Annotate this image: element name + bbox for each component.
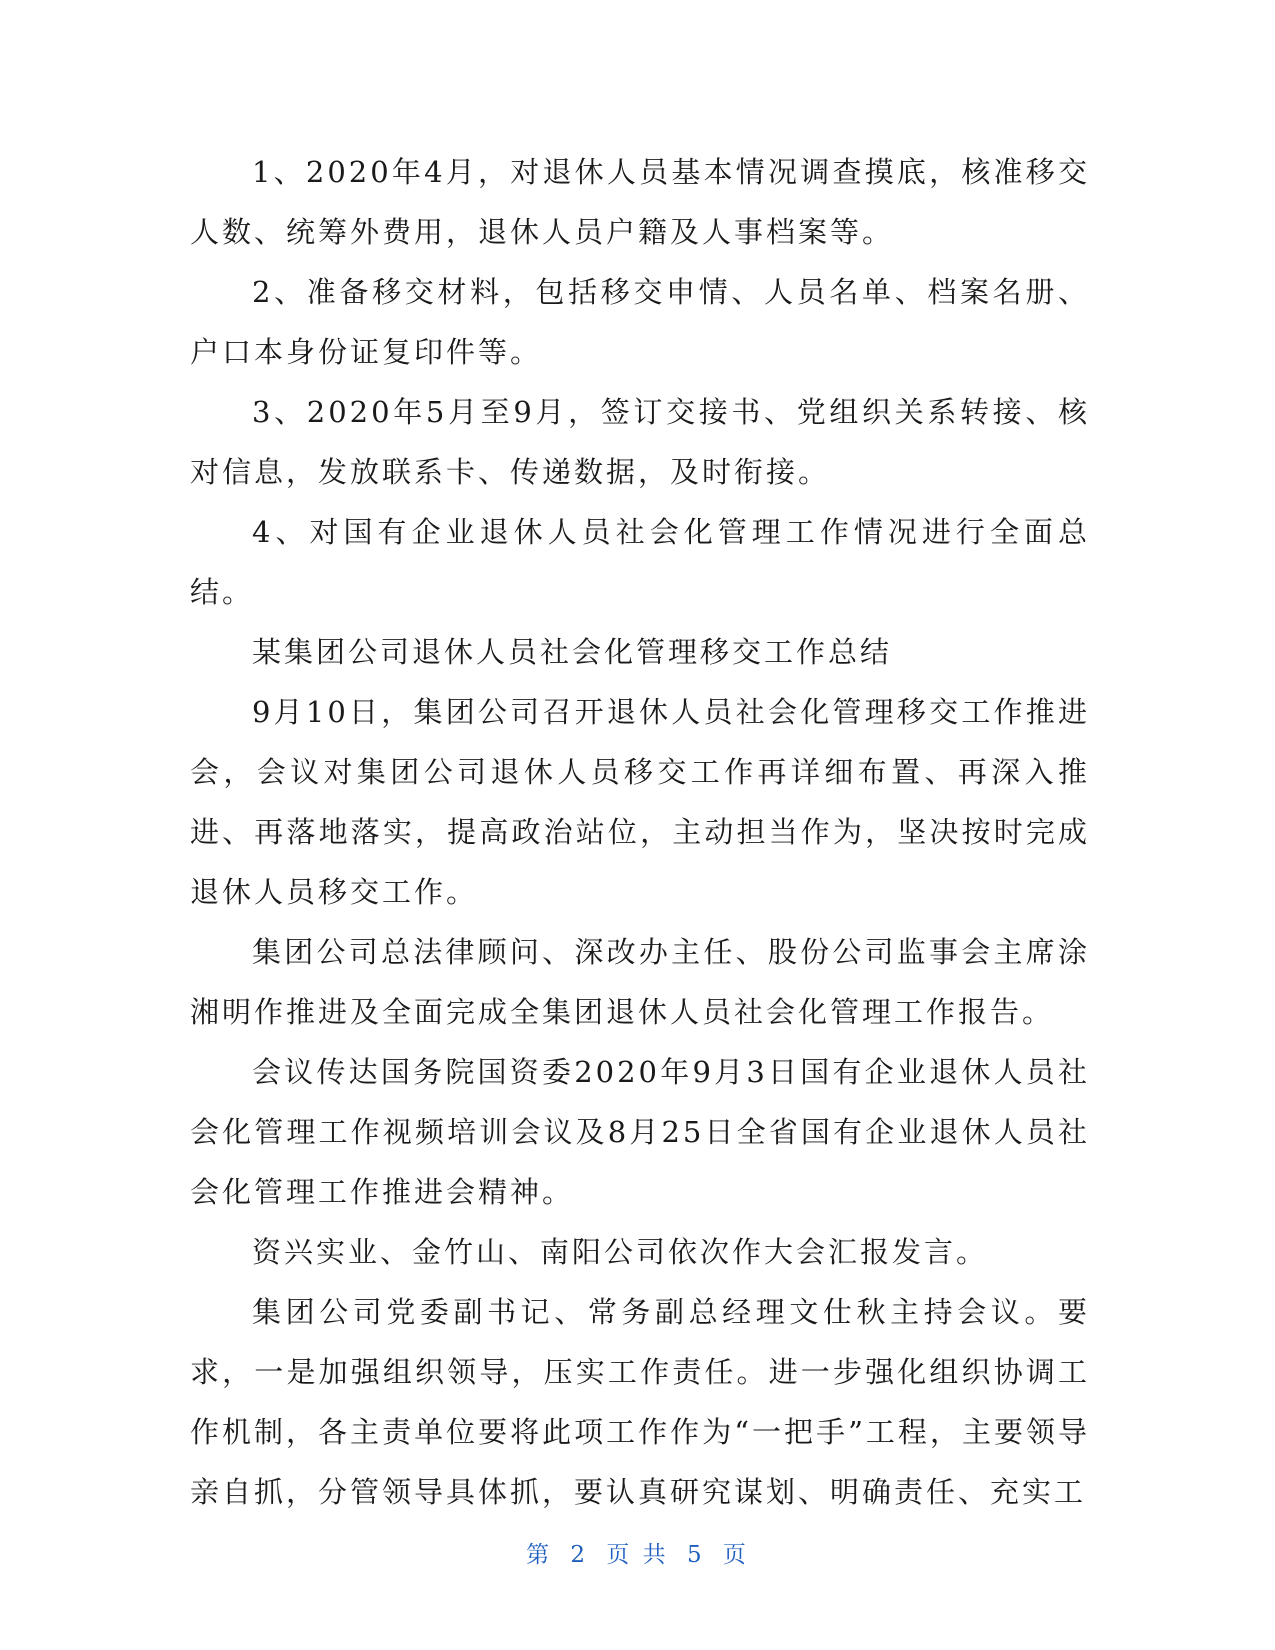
paragraph-step-2: 2、准备移交材料，包括移交申情、人员名单、档案名册、户口本身份证复印件等。: [190, 275, 1090, 369]
page-footer: [0, 1536, 1275, 1569]
document-body: [190, 142, 1090, 1522]
paragraph-step-4: 4、对国有企业退休人员社会化管理工作情况进行全面总结。: [190, 515, 1090, 609]
paragraph-conveyance: 会议传达国务院国资委2020年9月3日国有企业退休人员社会化管理工作视频培训会议及8月25日全省国有企业退休人员社会化管理工作推进会精神。: [190, 1055, 1090, 1209]
paragraph-step-1: 1、2020年4月，对退休人员基本情况调查摸底，核准移交人数、统筹外费用，退休人员户籍及人事档案等。: [190, 155, 1090, 249]
footer-current-page: 2: [570, 1542, 589, 1568]
section-title: 某集团公司退休人员社会化管理移交工作总结: [252, 635, 893, 669]
paragraph-meeting-intro: 9月10日，集团公司召开退休人员社会化管理移交工作推进会，会议对集团公司退休人员移交工作再详细布置、再深入推进、再落地落实，提高政治站位，主动担当作为，坚决按时完成退休人员移交工作。: [190, 695, 1090, 909]
paragraph-report: 集团公司总法律顾问、深改办主任、股份公司监事会主席涂湘明作推进及全面完成全集团退休人员社会化管理工作报告。: [190, 935, 1090, 1029]
footer-middle: 页 共: [606, 1542, 669, 1568]
paragraph-requirements: 集团公司党委副书记、常务副总经理文仕秋主持会议。要求，一是加强组织领导，压实工作责任。进一步强化组织协调工作机制，各主责单位要将此项工作作为“一把手”工程，主要领导亲自抓，分管领导具体抓，要认真研究谋划、明确责任、充实工: [190, 1295, 1090, 1509]
footer-suffix: 页: [722, 1542, 749, 1568]
paragraph-speeches: 资兴实业、金竹山、南阳公司依次作大会汇报发言。: [252, 1235, 989, 1269]
paragraph-step-3: 3、2020年5月至9月，签订交接书、党组织关系转接、核对信息，发放联系卡、传递数据，及时衔接。: [190, 395, 1090, 489]
footer-total-pages: 5: [686, 1542, 705, 1568]
footer-prefix: 第: [526, 1542, 553, 1568]
